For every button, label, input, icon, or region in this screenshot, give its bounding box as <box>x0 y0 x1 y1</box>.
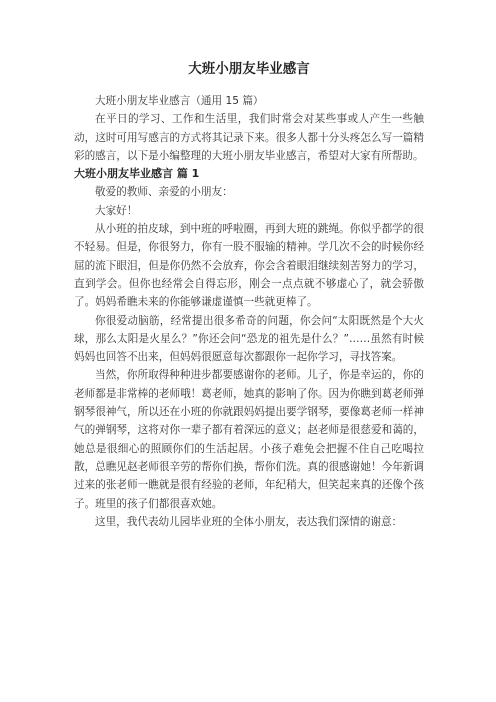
body-paragraph: 你很爱动脑筋，经常提出很多希奇的问题，你会问“太阳既然是个大火球，那么太阳是火星么？”你还会问“恐龙的祖先是什么？”……虽然有时候妈妈也回答不出来，但妈妈很愿意每次都跟你一起你学习，寻找答案。 <box>74 314 424 364</box>
body-paragraph: 当然，你所取得种种进步都要感谢你的老师。儿子，你是幸运的，你的老师都是非常棒的老师哦！葛老师，她真的影响了你。因为你瞧到葛老师弹钢琴很神气，所以还在小班的你就跟妈妈提出要学钢琴，要像葛老师一样神气的弹钢琴，这将对你一辈子都有着深远的意义；赵老师是很慈爱和蔼的，她总是很细心的照顾你们的生活起居。小孩子难免会把握不住自己吃喝拉散，总瞧见赵老师很辛劳的帮你们换，帮你们洗。真的很感谢她！今年新调过来的张老师一瞧就是很有经验的老师，年纪稍大，但笑起来真的还像个孩子。班里的孩子们都很喜欢她。 <box>74 369 424 510</box>
salutation: 敬爱的教师、亲爱的小朋友： <box>95 186 233 199</box>
body-paragraph: 这里，我代表幼儿园毕业班的全体小朋友，表达我们深情的谢意： <box>95 515 403 528</box>
document-page <box>74 60 424 531</box>
body-paragraph: 从小班的拍皮球，到中班的呼啦圈，再到大班的跳绳。你似乎都学的很不轻易。但是，你很努力，你有一股不服输的精神。学几次不会的时候你经屈的流下眼泪，但是你仍然不会放弃，你会含着眼泪继续刻苦努力的学习，直到学会。但你也经常会自得忘形，刚会一点点就不够虚心了，就会骄傲了。妈妈希瞧未来的你能够谦虚谨慎一些就更棒了。 <box>74 223 424 309</box>
section-heading: 大班小朋友毕业感言 篇 1 <box>74 167 200 181</box>
intro-paragraph: 在平日的学习、工作和生活里，我们时常会对某些事或人产生一些触动，这时可用写感言的方式将其记录下来。很多人都十分头疼怎么写一篇精彩的感言，以下是小编整理的大班小朋友毕业感言，希望对大家有所帮助。 <box>74 113 424 162</box>
intro-subtitle: 大班小朋友毕业感言（通用 15 篇） <box>95 95 264 107</box>
greeting: 大家好！ <box>95 204 138 217</box>
document-title: 大班小朋友毕业感言 <box>188 61 310 77</box>
